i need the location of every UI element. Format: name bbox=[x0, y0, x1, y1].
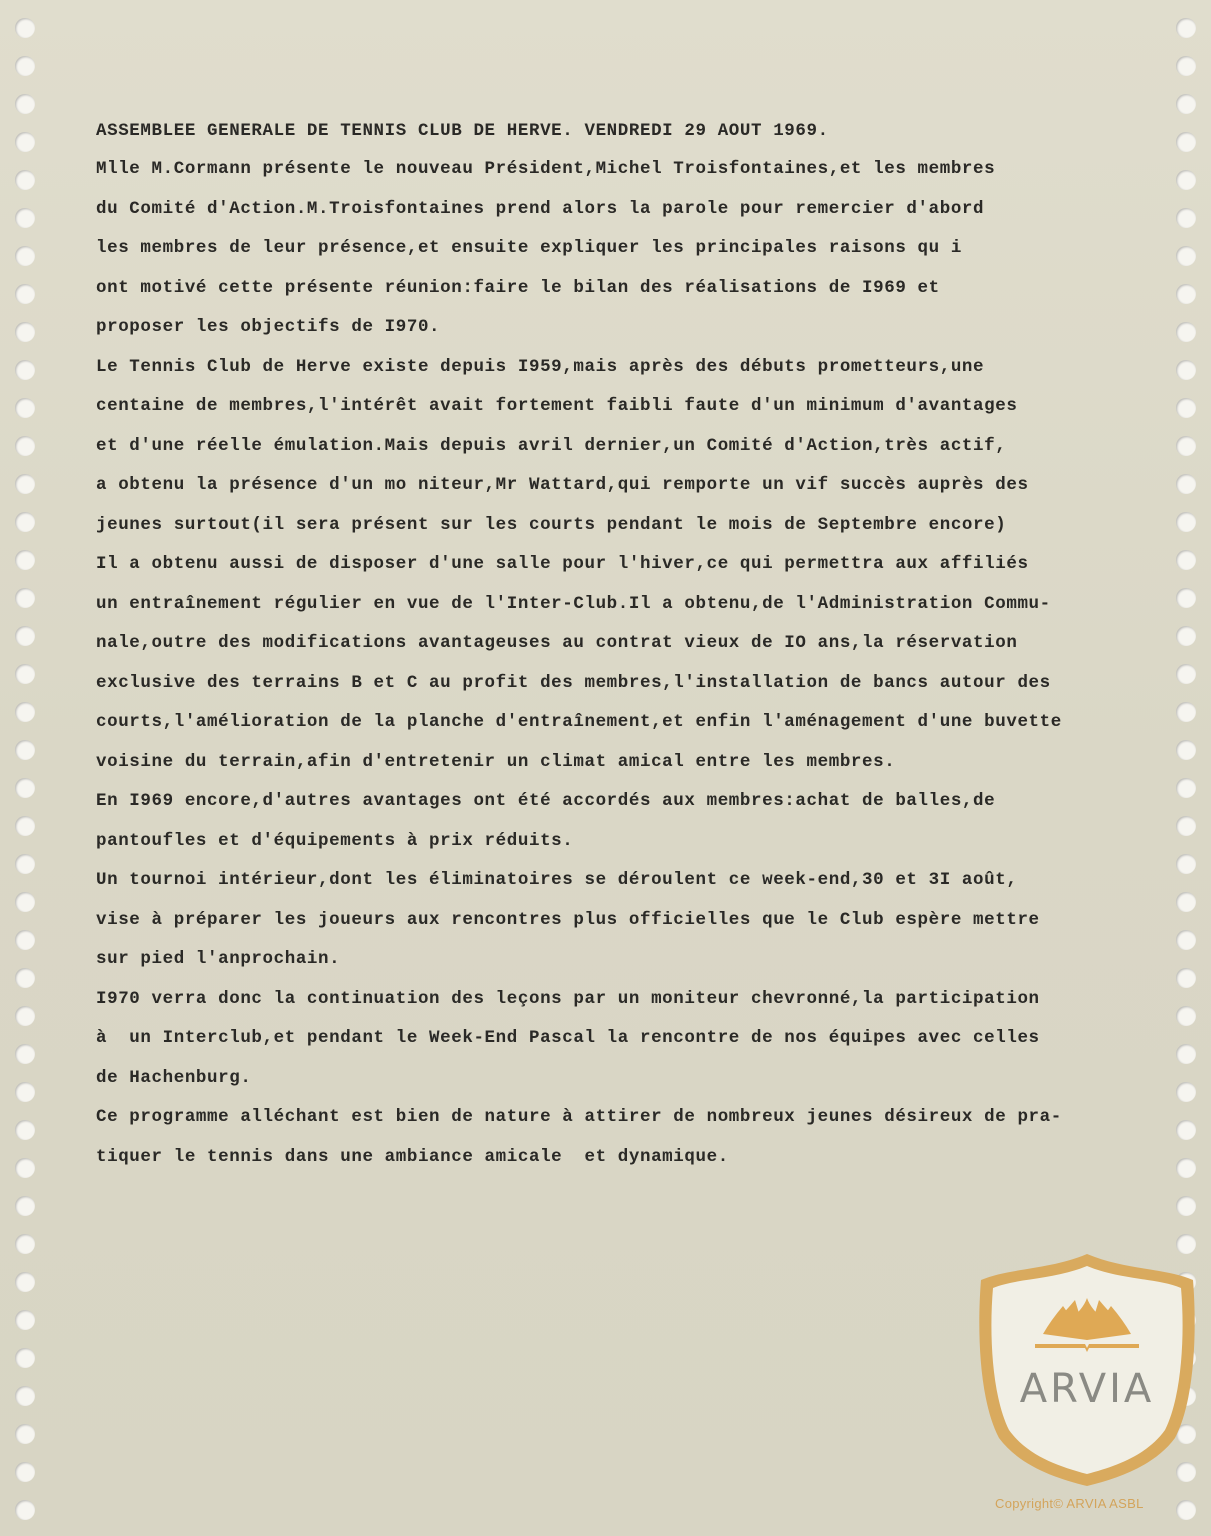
perforation-hole bbox=[15, 436, 35, 456]
perforation-hole bbox=[15, 550, 35, 570]
perforation-hole bbox=[15, 1120, 35, 1140]
text-line: Mlle M.Cormann présente le nouveau Président,Michel Troisfontaines,et les membres bbox=[96, 159, 996, 179]
copyright-notice: Copyright© ARVIA ASBL bbox=[995, 1496, 1144, 1511]
text-line: centaine de membres,l'intérêt avait fortement faibli faute d'un minimum d'avantages bbox=[96, 396, 1018, 416]
perforation-hole bbox=[15, 1158, 35, 1178]
document-title: ASSEMBLEE GENERALE DE TENNIS CLUB DE HERVE. VENDREDI 29 AOUT 1969. bbox=[96, 121, 829, 141]
text-line: En I969 encore,d'autres avantages ont été accordés aux membres:achat de balles,de bbox=[96, 791, 996, 811]
text-line: sur pied l'anprochain. bbox=[96, 949, 341, 969]
perforation-hole bbox=[15, 1082, 35, 1102]
perforation-hole bbox=[15, 968, 35, 988]
perforation-hole bbox=[15, 1348, 35, 1368]
perforation-hole bbox=[15, 398, 35, 418]
perforation-hole bbox=[15, 512, 35, 532]
perforation-hole bbox=[15, 702, 35, 722]
text-line: proposer les objectifs de I970. bbox=[96, 317, 441, 337]
perforation-hole bbox=[15, 1500, 35, 1520]
text-line: et d'une réelle émulation.Mais depuis avril dernier,un Comité d'Action,très actif, bbox=[96, 435, 1007, 456]
perforation-hole bbox=[1176, 56, 1196, 76]
text-line: voisine du terrain,afin d'entretenir un climat amical entre les membres. bbox=[96, 751, 896, 772]
perforation-hole bbox=[15, 284, 35, 304]
perforation-hole bbox=[15, 1006, 35, 1026]
perforation-hole bbox=[15, 56, 35, 76]
text-line: pantoufles et d'équipements à prix réduits. bbox=[96, 830, 574, 851]
text-line: I970 verra donc la continuation des leçons par un moniteur chevronné,la participation bbox=[96, 988, 1040, 1009]
perforation-hole bbox=[15, 360, 35, 380]
perforation-hole bbox=[15, 1272, 35, 1292]
perforation-hole bbox=[15, 1424, 35, 1444]
perforation-hole bbox=[15, 170, 35, 190]
text-line: Ce programme alléchant est bien de nature à attirer de nombreux jeunes désireux de pra- bbox=[96, 1107, 1062, 1127]
perforation-hole bbox=[15, 474, 35, 494]
text-line: de Hachenburg. bbox=[96, 1067, 252, 1088]
perforation-hole bbox=[15, 1310, 35, 1330]
perforation-hole bbox=[15, 626, 35, 646]
text-line: tiquer le tennis dans une ambiance amicale et dynamique. bbox=[96, 1146, 729, 1167]
text-line: courts,l'amélioration de la planche d'entraînement,et enfin l'aménagement d'une buvette bbox=[96, 712, 1062, 732]
perforation-hole bbox=[15, 1044, 35, 1064]
text-line: jeunes surtout(il sera présent sur les courts pendant le mois de Septembre encore) bbox=[96, 514, 1007, 535]
document-body bbox=[96, 112, 1196, 1177]
text-line: exclusive des terrains B et C au profit des membres,l'installation de bancs autour des bbox=[96, 672, 1051, 693]
perforation-hole bbox=[15, 1462, 35, 1482]
text-line: les membres de leur présence,et ensuite expliquer les principales raisons qu i bbox=[96, 238, 962, 258]
perforation-hole bbox=[15, 1234, 35, 1254]
perforation-hole bbox=[15, 854, 35, 874]
badge-logo-text: ARVIA bbox=[1019, 1366, 1155, 1412]
text-line: Le Tennis Club de Herve existe depuis I959,mais après des débuts prometteurs,une bbox=[96, 356, 985, 377]
perforation-hole bbox=[1176, 1500, 1196, 1520]
text-line: nale,outre des modifications avantageuses au contrat vieux de IO ans,la réservation bbox=[96, 633, 1018, 653]
text-line: ont motivé cette présente réunion:faire le bilan des réalisations de I969 et bbox=[96, 277, 940, 298]
text-line: à un Interclub,et pendant le Week-End Pascal la rencontre de nos équipes avec celles bbox=[96, 1028, 1040, 1048]
perforation-hole bbox=[15, 664, 35, 684]
perforation-hole bbox=[15, 892, 35, 912]
perforation-hole bbox=[15, 246, 35, 266]
perforation-hole bbox=[15, 816, 35, 836]
text-line: Un tournoi intérieur,dont les éliminatoires se déroulent ce week-end,30 et 3I août, bbox=[96, 870, 1018, 890]
perforation-hole bbox=[15, 930, 35, 950]
perforation-hole bbox=[1176, 1196, 1196, 1216]
perforation-hole bbox=[15, 132, 35, 152]
perforation-hole bbox=[15, 740, 35, 760]
text-line: vise à préparer les joueurs aux rencontres plus officielles que le Club espère mettre bbox=[96, 909, 1040, 930]
left-perforation-strip bbox=[10, 0, 40, 1536]
perforation-hole bbox=[15, 18, 35, 38]
arvia-logo-badge bbox=[975, 1250, 1200, 1490]
perforation-hole bbox=[15, 778, 35, 798]
perforation-hole bbox=[15, 94, 35, 114]
perforation-hole bbox=[1176, 94, 1196, 114]
perforation-hole bbox=[15, 208, 35, 228]
perforation-hole bbox=[15, 1386, 35, 1406]
perforation-hole bbox=[1176, 18, 1196, 38]
text-line: du Comité d'Action.M.Troisfontaines prend alors la parole pour remercier d'abord bbox=[96, 198, 985, 219]
text-line: Il a obtenu aussi de disposer d'une salle pour l'hiver,ce qui permettra aux affiliés bbox=[96, 554, 1029, 574]
perforation-hole bbox=[15, 322, 35, 342]
text-line: a obtenu la présence d'un mo niteur,Mr Wattard,qui remporte un vif succès auprès des bbox=[96, 475, 1029, 495]
text-line: un entraînement régulier en vue de l'Inter-Club.Il a obtenu,de l'Administration Commu- bbox=[96, 593, 1051, 614]
perforation-hole bbox=[15, 1196, 35, 1216]
perforation-hole bbox=[15, 588, 35, 608]
